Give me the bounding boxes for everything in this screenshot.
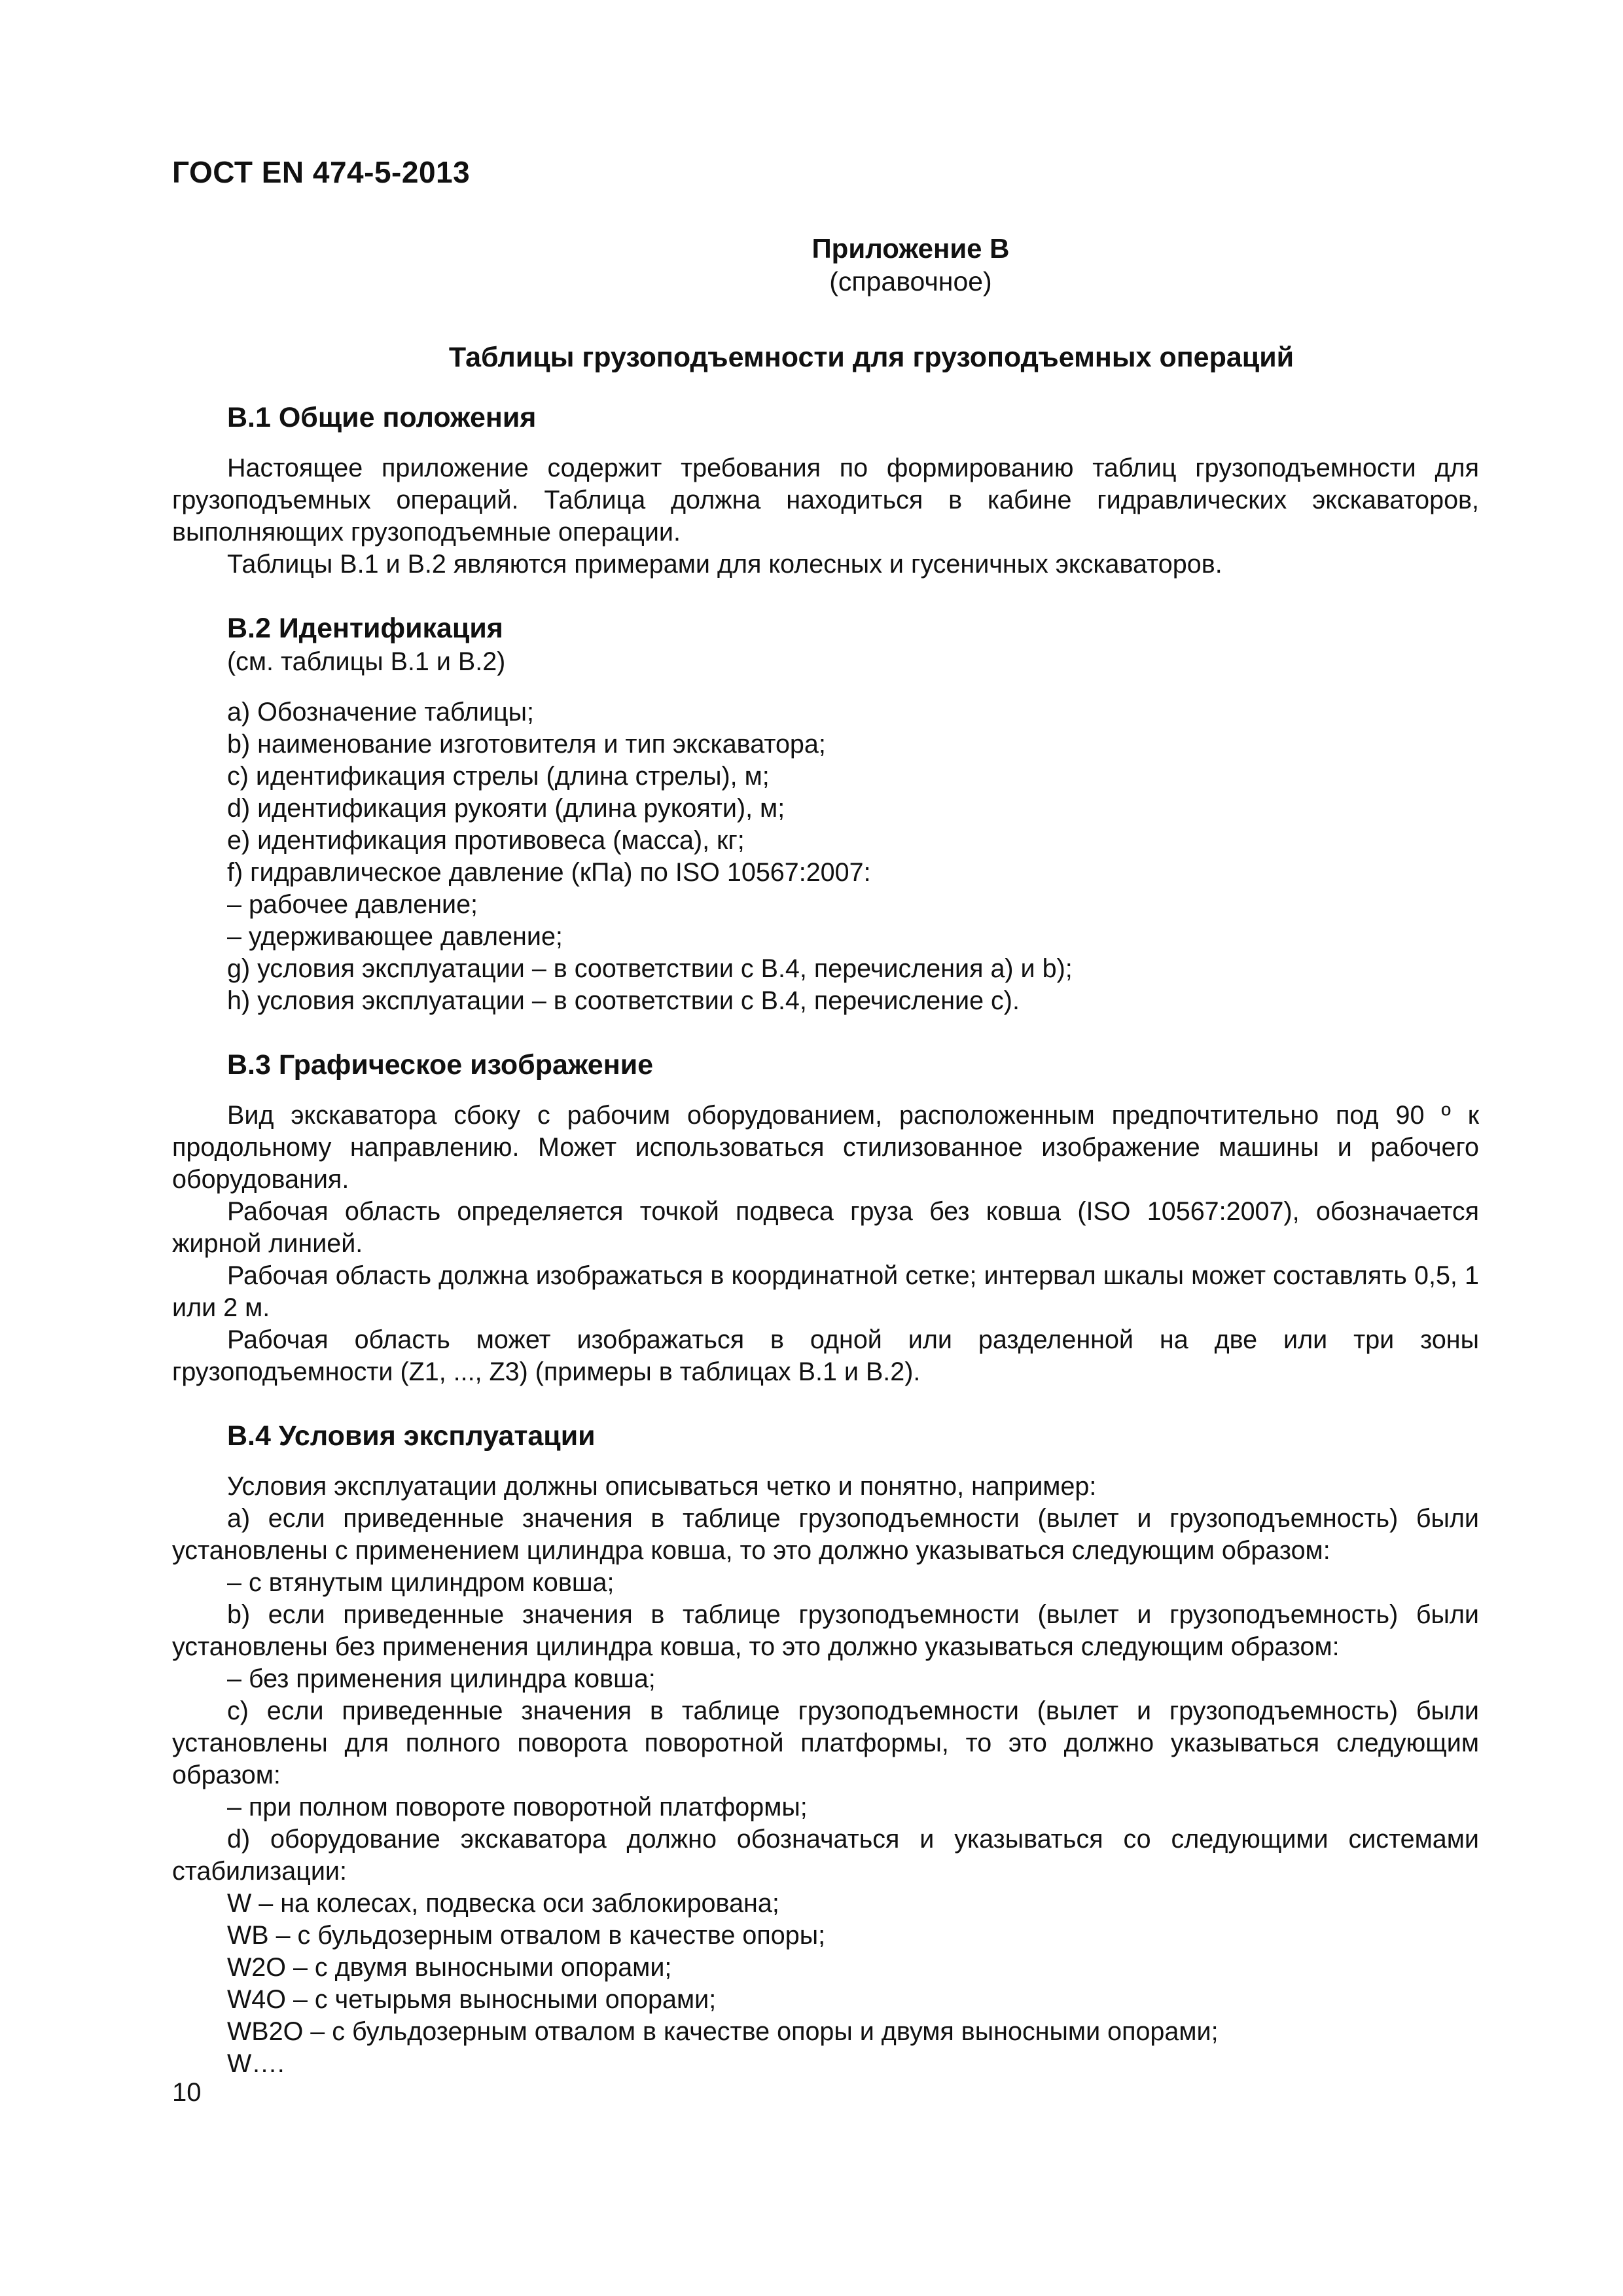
section-b3-paragraph: Рабочая область должна изображаться в координатной сетке; интервал шкалы может составлять 0,5, 1 или 2 м. xyxy=(172,1261,1479,1322)
section-b4-item-c: c) если приведенные значения в таблице грузоподъемности (вылет и грузоподъемность) были установлены для полного поворота поворотной платформы, то это должно указываться следующим образом: xyxy=(172,1696,1479,1789)
section-b4-intro: Условия эксплуатации должны описываться четко и понятно, например: xyxy=(227,1472,1097,1501)
page-number: 10 xyxy=(172,2078,202,2107)
stabilization-code: W…. xyxy=(227,2049,285,2078)
appendix-heading: Таблицы грузоподъемности для грузоподъемных операций xyxy=(448,342,1294,373)
section-b4-item-a: a) если приведенные значения в таблице грузоподъемности (вылет и грузоподъемность) были установлены с применением цилиндра ковша, то это должно указываться следующим образом: xyxy=(172,1504,1479,1565)
list-item: e) идентификация противовеса (масса), кг; xyxy=(227,826,745,855)
stabilization-code: W – на колесах, подвеска оси заблокирована; xyxy=(227,1889,779,1918)
stabilization-code: W4O – с четырьмя выносными опорами; xyxy=(227,1985,717,2014)
stabilization-code: WB2O – с бульдозерным отвалом в качестве опоры и двумя выносными опорами; xyxy=(227,2017,1219,2046)
section-b4-item-d: d) оборудование экскаватора должно обозначаться и указываться со следующими системами стабилизации: xyxy=(172,1825,1479,1886)
section-b2-title: В.2 Идентификация xyxy=(227,613,503,644)
section-b4-title: В.4 Условия эксплуатации xyxy=(227,1420,596,1452)
section-b4-dash-c: – при полном повороте поворотной платформы; xyxy=(227,1793,808,1821)
document-id-header: ГОСТ EN 474-5-2013 xyxy=(172,155,471,189)
section-b2-note: (см. таблицы В.1 и В.2) xyxy=(227,647,506,676)
list-item: b) наименование изготовителя и тип экскаватора; xyxy=(227,730,826,759)
list-item: f) гидравлическое давление (кПа) по ISO 10567:2007: xyxy=(227,858,871,887)
list-item: a) Обозначение таблицы; xyxy=(227,698,534,726)
stabilization-code: W2O – с двумя выносными опорами; xyxy=(227,1953,672,1982)
section-b4-item-b: b) если приведенные значения в таблице грузоподъемности (вылет и грузоподъемность) были установлены без применения цилиндра ковша, то это должно указываться следующим образом: xyxy=(172,1600,1479,1661)
section-b3-paragraph: Вид экскаватора сбоку с рабочим оборудованием, расположенным предпочтительно под 90 º к продольному направлению. Может использоваться стилизованное изображение машины и рабочего оборудования. xyxy=(172,1101,1479,1194)
section-b3-paragraph: Рабочая область определяется точкой подвеса груза без ковша (ISO 10567:2007), обозначается жирной линией. xyxy=(172,1197,1479,1258)
section-b1-title: В.1 Общие положения xyxy=(227,402,537,433)
list-item: – удерживающее давление; xyxy=(227,922,563,951)
section-b4-dash-b: – без применения цилиндра ковша; xyxy=(227,1664,656,1693)
section-b3-paragraph: Рабочая область может изображаться в одной или разделенной на две или три зоны грузоподъемности (Z1, ..., Z3) (примеры в таблицах В.1 и В.2). xyxy=(172,1325,1479,1386)
appendix-subtitle: (справочное) xyxy=(829,266,992,296)
section-b1-paragraph: Таблицы В.1 и В.2 являются примерами для колесных и гусеничных экскаваторов. xyxy=(227,550,1222,579)
document-body xyxy=(172,232,1479,2080)
section-b4-dash-a: – с втянутым цилиндром ковша; xyxy=(227,1568,615,1597)
list-item: c) идентификация стрелы (длина стрелы), м; xyxy=(227,762,770,791)
list-item: g) условия эксплуатации – в соответствии с В.4, перечисления а) и b); xyxy=(227,954,1073,983)
list-item: d) идентификация рукояти (длина рукояти), м; xyxy=(227,794,785,823)
appendix-title: Приложение В xyxy=(812,233,1010,264)
list-item: – рабочее давление; xyxy=(227,890,478,919)
list-item: h) условия эксплуатации – в соответствии с В.4, перечисление с). xyxy=(227,986,1020,1015)
stabilization-code: WB – с бульдозерным отвалом в качестве опоры; xyxy=(227,1921,826,1950)
section-b3-title: В.3 Графическое изображение xyxy=(227,1049,654,1081)
section-b1-paragraph: Настоящее приложение содержит требования по формированию таблиц грузоподъемности для грузоподъемных операций. Таблица должна находиться в кабине гидравлических экскаваторов, выполняющих грузоподъемные операции. xyxy=(172,454,1479,547)
